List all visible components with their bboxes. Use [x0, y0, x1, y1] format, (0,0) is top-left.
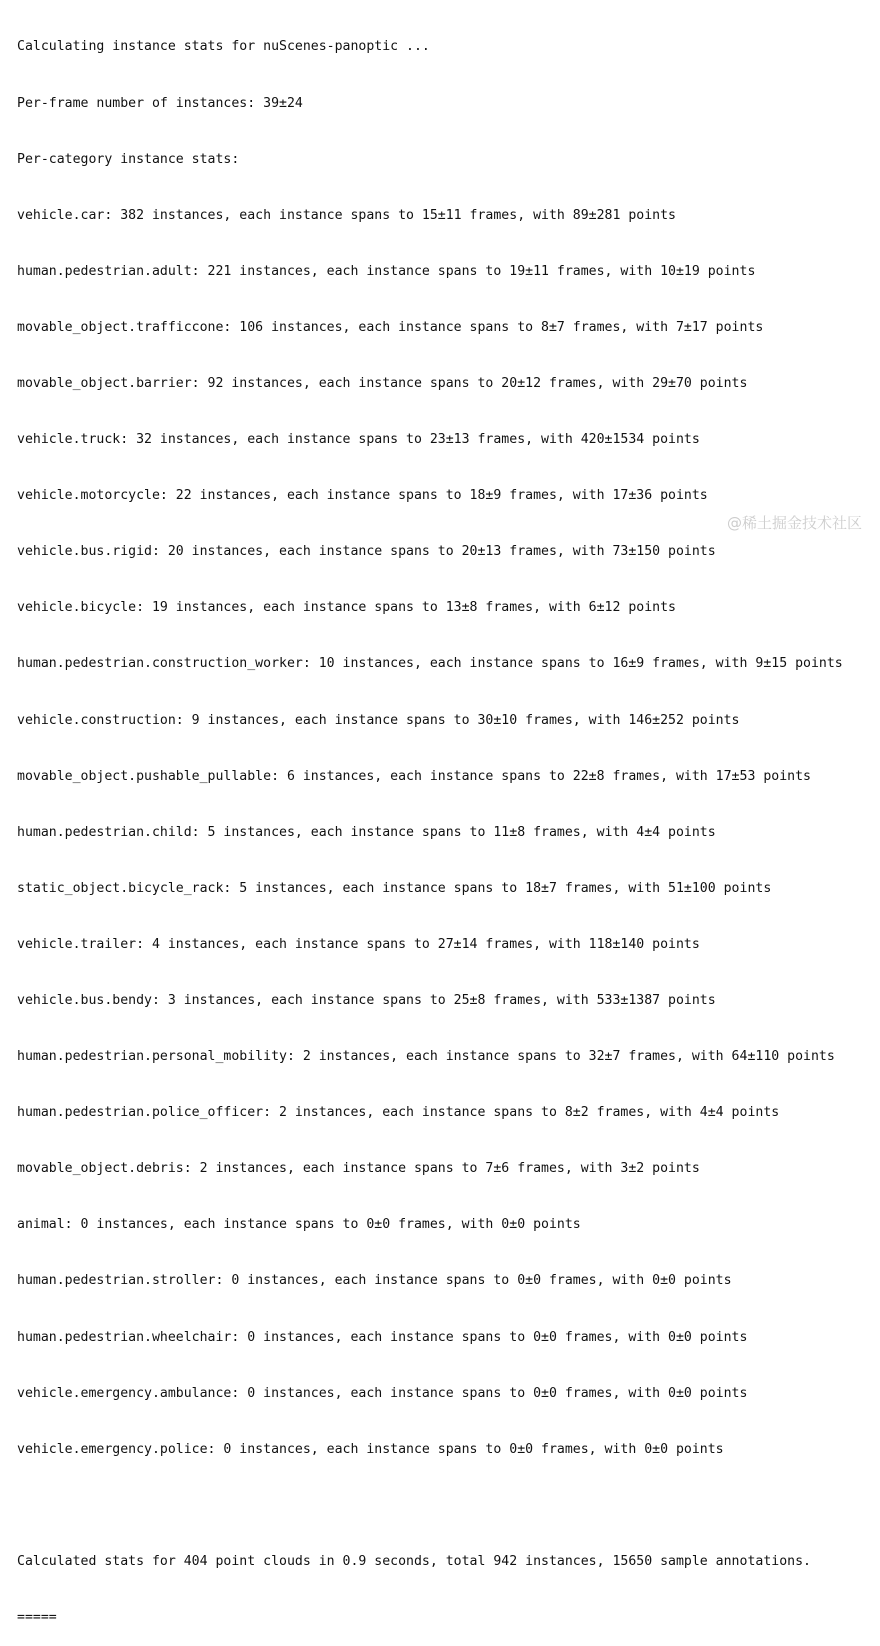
watermark: @稀土掘金技术社区: [726, 514, 862, 532]
terminal-line-ambulance: vehicle.emergency.ambulance: 0 instances, each instance spans to 0±0 frames, with 0±0 points: [17, 1385, 748, 1401]
terminal-line-bus-rigid: vehicle.bus.rigid: 20 instances, each instance spans to 20±13 frames, with 73±150 points: [17, 544, 716, 560]
terminal-line-blank: [17, 1497, 877, 1516]
terminal-output: [17, 1, 877, 1646]
terminal-line-bus-bendy: vehicle.bus.bendy: 3 instances, each instance spans to 25±8 frames, with 533±1387 points: [17, 993, 716, 1008]
terminal-line-police-vehicle: vehicle.emergency.police: 0 instances, each instance spans to 0±0 frames, with 0±0 points: [17, 1441, 724, 1457]
terminal-line-construction-vehicle: vehicle.construction: 9 instances, each instance spans to 30±10 frames, with 146±252 points: [17, 712, 740, 728]
terminal-line-personal-mobility: human.pedestrian.personal_mobility: 2 instances, each instance spans to 32±7 frames, with 64±110 points: [17, 1049, 835, 1065]
terminal-line-summary: Calculated stats for 404 point clouds in 0.9 seconds, total 942 instances, 15650 sample annotations.: [17, 1553, 811, 1569]
terminal-line-animal: animal: 0 instances, each instance spans to 0±0 frames, with 0±0 points: [17, 1217, 581, 1233]
terminal-line-motorcycle: vehicle.motorcycle: 22 instances, each instance spans to 18±9 frames, with 17±36 points: [17, 488, 708, 504]
terminal-line-header: Calculating instance stats for nuScenes-panoptic ...: [17, 39, 430, 55]
terminal-line-pushable-pullable: movable_object.pushable_pullable: 6 instances, each instance spans to 22±8 frames, with 17±53 points: [17, 768, 811, 784]
terminal-line-trafficcone: movable_object.trafficcone: 106 instances, each instance spans to 8±7 frames, with 7±17 points: [17, 319, 764, 335]
terminal-line-pedestrian-adult: human.pedestrian.adult: 221 instances, each instance spans to 19±11 frames, with 10±19 points: [17, 263, 756, 279]
terminal-line-barrier: movable_object.barrier: 92 instances, each instance spans to 20±12 frames, with 29±70 points: [17, 375, 748, 391]
terminal-line-trailer: vehicle.trailer: 4 instances, each instance spans to 27±14 frames, with 118±140 points: [17, 936, 700, 952]
terminal-line-truck: vehicle.truck: 32 instances, each instance spans to 23±13 frames, with 420±1534 points: [17, 432, 700, 448]
terminal-line-police-officer: human.pedestrian.police_officer: 2 instances, each instance spans to 8±2 frames, with 4±4 points: [17, 1105, 780, 1121]
terminal-line-debris: movable_object.debris: 2 instances, each instance spans to 7±6 frames, with 3±2 points: [17, 1161, 700, 1177]
terminal-line-category-title: Per-category instance stats:: [17, 151, 240, 167]
terminal-line-construction-worker: human.pedestrian.construction_worker: 10 instances, each instance spans to 16±9 frames, with 9±15 points: [17, 656, 843, 672]
terminal-line-child: human.pedestrian.child: 5 instances, each instance spans to 11±8 frames, with 4±4 points: [17, 824, 716, 840]
terminal-line-bicycle-rack: static_object.bicycle_rack: 5 instances, each instance spans to 18±7 frames, with 51±100 points: [17, 880, 772, 896]
terminal-line-bicycle: vehicle.bicycle: 19 instances, each instance spans to 13±8 frames, with 6±12 points: [17, 600, 676, 616]
terminal-line-frame-count: Per-frame number of instances: 39±24: [17, 95, 303, 111]
terminal-line-vehicle-car: vehicle.car: 382 instances, each instance spans to 15±11 frames, with 89±281 points: [17, 207, 676, 223]
terminal-line-wheelchair: human.pedestrian.wheelchair: 0 instances, each instance spans to 0±0 frames, with 0±0 points: [17, 1329, 748, 1345]
terminal-line-separator: =====: [17, 1610, 57, 1626]
terminal-line-stroller: human.pedestrian.stroller: 0 instances, each instance spans to 0±0 frames, with 0±0 points: [17, 1273, 732, 1289]
